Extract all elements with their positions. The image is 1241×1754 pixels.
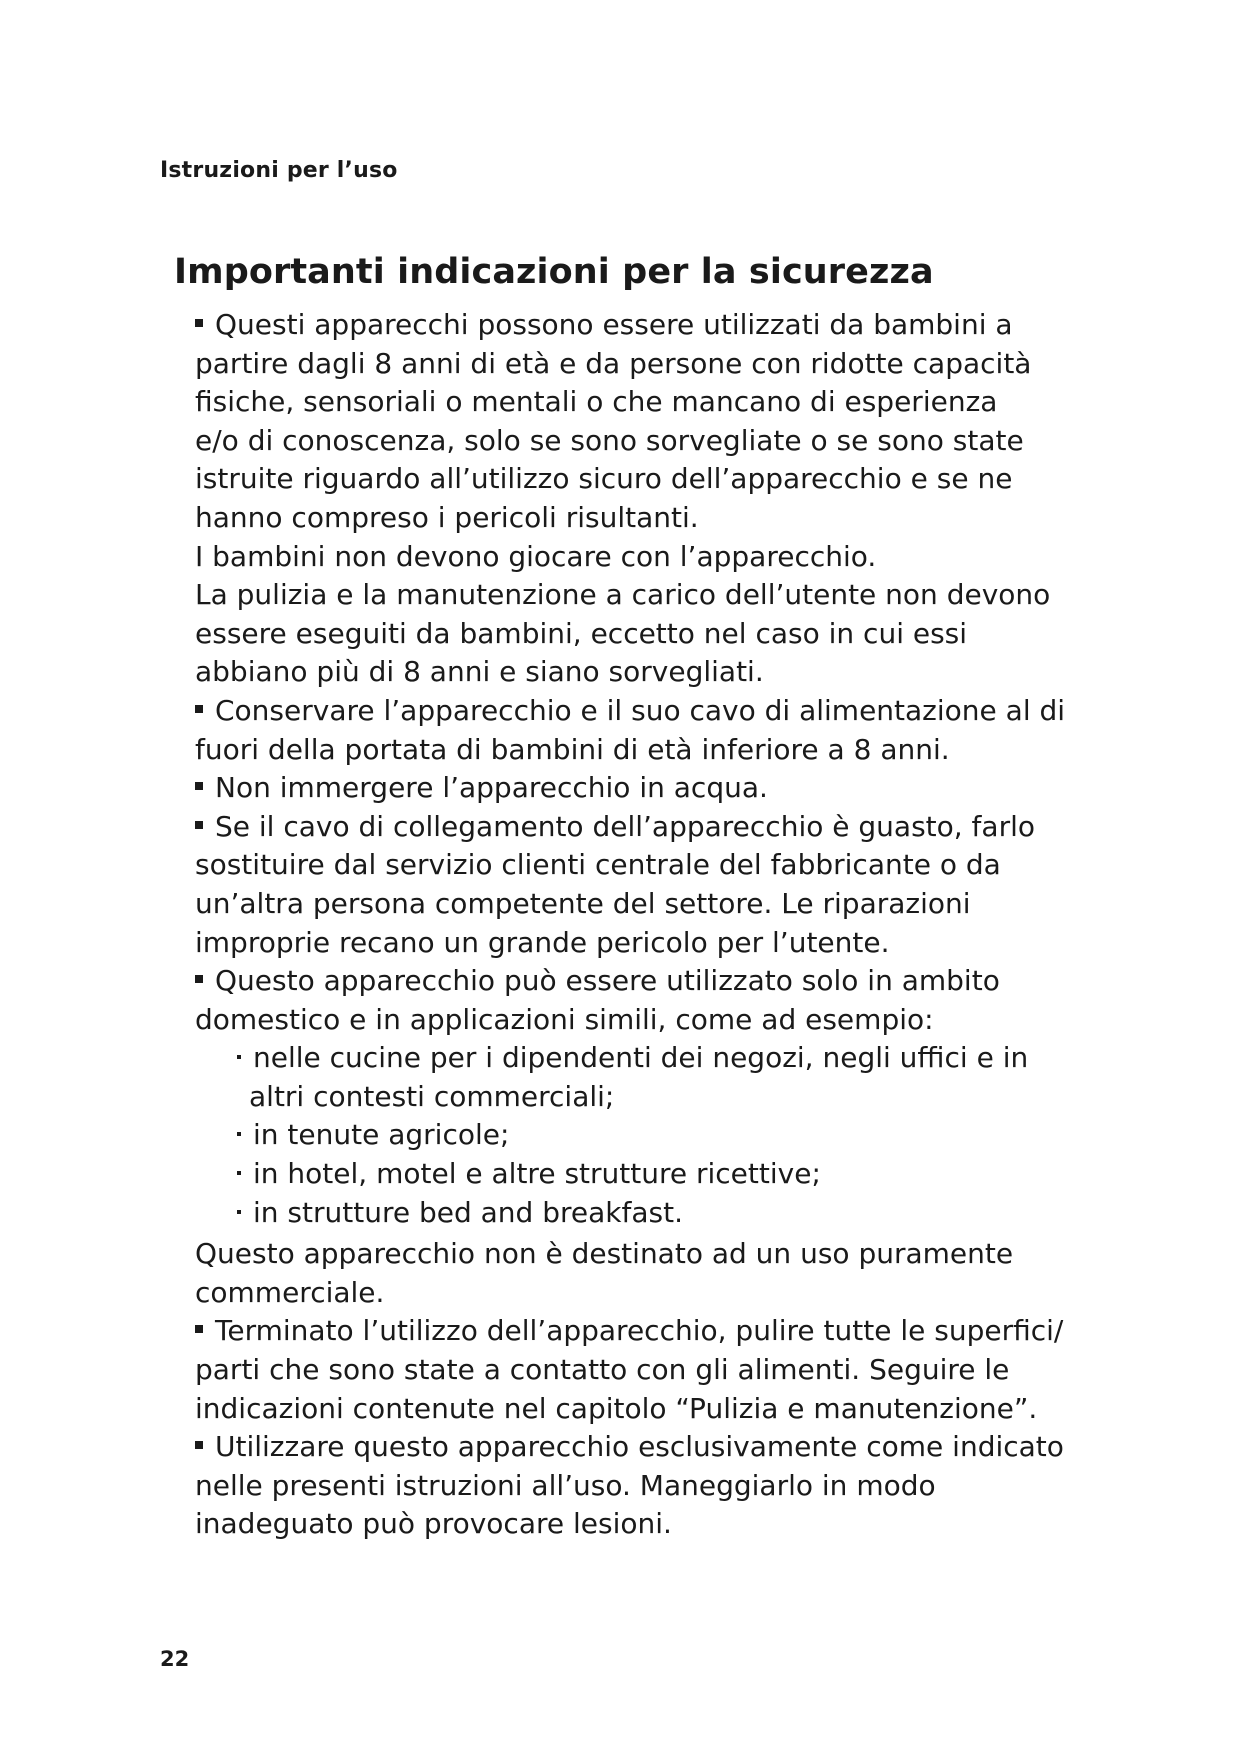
sub-list-item: in hotel, motel e altre strutture ricettive; bbox=[195, 1155, 1075, 1194]
text-line: Questo apparecchio non è destinato ad un uso puramente bbox=[195, 1237, 1014, 1271]
text-line: Questi apparecchi possono essere utilizzati da bambini a bbox=[195, 306, 1075, 345]
text-line: istruite riguardo all’utilizzo sicuro dell’apparecchio e se ne bbox=[195, 462, 1013, 496]
sub-list-item: in strutture bed and breakfast. bbox=[195, 1194, 1075, 1233]
dot-bullet-icon bbox=[237, 1210, 241, 1214]
text-line: abbiano più di 8 anni e siano sorvegliati. bbox=[195, 655, 764, 689]
text-line: indicazioni contenute nel capitolo “Pulizia e manutenzione”. bbox=[195, 1391, 1038, 1425]
text-line: e/o di conoscenza, solo se sono sorvegliate o se sono state bbox=[195, 423, 1024, 457]
sub-list-item: nelle cucine per i dipendenti dei negozi, negli uffici e in bbox=[195, 1039, 1075, 1078]
sub-list-item: in tenute agricole; bbox=[195, 1116, 1075, 1155]
text-line: essere eseguiti da bambini, eccetto nel caso in cui essi bbox=[195, 616, 968, 650]
text-line: parti che sono state a contatto con gli alimenti. Seguire le bbox=[195, 1353, 1010, 1387]
text-line: improprie recano un grande pericolo per l’utente. bbox=[195, 925, 890, 959]
running-header: Istruzioni per l’uso bbox=[160, 158, 398, 183]
text-line: partire dagli 8 anni di età e da persone con ridotte capacità bbox=[195, 346, 1032, 380]
text-line: Questo apparecchio può essere utilizzato solo in ambito bbox=[195, 962, 1075, 1001]
dot-bullet-icon bbox=[237, 1055, 241, 1059]
text-line: commerciale. bbox=[195, 1275, 385, 1309]
dot-bullet-icon bbox=[237, 1132, 241, 1136]
text-line: nelle presenti istruzioni all’uso. Maneggiarlo in modo bbox=[195, 1468, 936, 1502]
page-number: 22 bbox=[160, 1647, 190, 1671]
text-line: Terminato l’utilizzo dell’apparecchio, pulire tutte le superfici/ bbox=[195, 1312, 1075, 1351]
square-bullet-icon bbox=[195, 821, 203, 829]
text-line: hanno compreso i pericoli risultanti. bbox=[195, 500, 699, 534]
text-line: fisiche, sensoriali o mentali o che mancano di esperienza bbox=[195, 385, 998, 419]
text-line: La pulizia e la manutenzione a carico dell’utente non devono bbox=[195, 578, 1051, 612]
text-line: I bambini non devono giocare con l’apparecchio. bbox=[195, 539, 877, 573]
text-line: Non immergere l’apparecchio in acqua. bbox=[195, 769, 1075, 808]
text-line: fuori della portata di bambini di età inferiore a 8 anni. bbox=[195, 732, 950, 766]
section-title: Importanti indicazioni per la sicurezza bbox=[174, 252, 934, 292]
square-bullet-icon bbox=[195, 319, 203, 327]
text-line: domestico e in applicazioni simili, come ad esempio: bbox=[195, 1002, 934, 1036]
square-bullet-icon bbox=[195, 975, 203, 983]
safety-instructions bbox=[195, 306, 1075, 1544]
text-line: Utilizzare questo apparecchio esclusivamente come indicato bbox=[195, 1428, 1075, 1467]
text-line: un’altra persona competente del settore. Le riparazioni bbox=[195, 886, 971, 920]
text-line: altri contesti commerciali; bbox=[249, 1079, 615, 1113]
text-line: Conservare l’apparecchio e il suo cavo di alimentazione al di bbox=[195, 692, 1075, 731]
dot-bullet-icon bbox=[237, 1171, 241, 1175]
square-bullet-icon bbox=[195, 782, 203, 790]
text-line: sostituire dal servizio clienti centrale del fabbricante o da bbox=[195, 848, 1001, 882]
text-line: Se il cavo di collegamento dell’apparecchio è guasto, farlo bbox=[195, 808, 1075, 847]
square-bullet-icon bbox=[195, 1325, 203, 1333]
square-bullet-icon bbox=[195, 1441, 203, 1449]
square-bullet-icon bbox=[195, 705, 203, 713]
text-line: inadeguato può provocare lesioni. bbox=[195, 1507, 672, 1541]
